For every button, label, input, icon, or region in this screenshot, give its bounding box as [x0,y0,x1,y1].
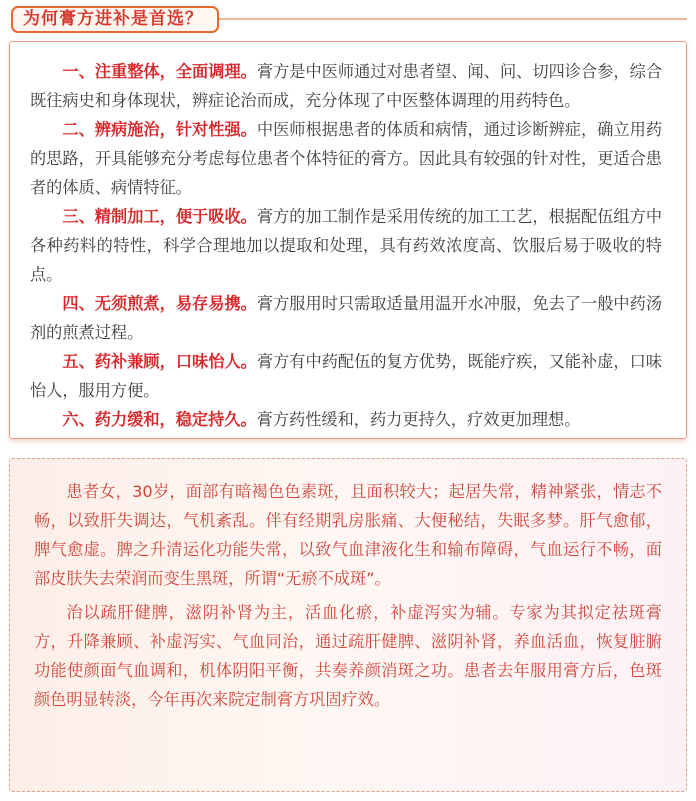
case-paragraph: 治以疏肝健脾，滋阴补肾为主，活血化瘀，补虚泻实为辅。专家为其拟定祛斑膏方，升降兼顾、补虚泻实、气血同治，通过疏肝健脾、滋阴补肾，养血活血，恢复脏腑功能使颜面气血调和，机体阴阳平衡，共奏养颜消斑之功。患者去年服用膏方后，色斑颜色明显转淡，今年再次来院定制膏方巩固疗效。 [34,603,662,709]
reason-heading: 五、药补兼顾，口味怡人。 [62,352,257,371]
reason-body: 中医师根据患者的体质和病情，通过诊断辨症，确立用药的思路，开具能够充分考虑每位患者个体特征的膏方。因此具有较强的针对性，更适合患者的体质、病情特征。 [30,120,663,197]
reason-body: 膏方有中药配伍的复方优势，既能疗疾，又能补虚，口味怡人，服用方便。 [30,352,663,400]
case-study-card [9,458,687,792]
reason-heading: 三、精制加工，便于吸收。 [62,207,257,226]
reason-heading: 四、无须煎煮，易存易携。 [62,294,257,313]
reason-heading: 二、辨病施治，针对性强。 [62,120,257,139]
reason-body: 膏方药性缓和，药力更持久，疗效更加理想。 [256,410,581,429]
reason-paragraph [30,289,662,347]
section-title: 为何膏方进补是首选？ [11,6,219,33]
reason-heading: 六、药力缓和，稳定持久。 [62,410,257,429]
reason-paragraph [30,202,662,289]
reason-paragraph [30,405,662,434]
reason-paragraph [30,57,662,115]
title-divider [219,18,687,20]
reason-body: 膏方的加工制作是采用传统的加工工艺，根据配伍组方中各种药料的特性，科学合理地加以提取和处理，具有药效浓度高、饮服后易于吸收的特点。 [30,207,663,284]
reason-body: 膏方服用时只需取适量用温开水冲服，免去了一般中药汤剂的煎煮过程。 [30,294,663,342]
case-paragraph: 患者女，30岁，面部有暗褐色色素斑，且面积较大；起居失常，精神紧张，情志不畅，以致肝失调达，气机紊乱。伴有经期乳房胀痛、大便秘结，失眠多梦。肝气愈郁，脾气愈虚。脾之升清运化功能失常，以致气血津液化生和输布障碍，气血运行不畅，面部皮肤失去荣润而变生黑斑，所谓“无瘀不成斑”。 [34,482,662,588]
reason-paragraph [30,347,662,405]
reason-heading: 一、注重整体，全面调理。 [62,62,257,81]
reason-body: 膏方是中医师通过对患者望、闻、问、切四诊合参，综合既往病史和身体现状，辨症论治而成，充分体现了中医整体调理的用药特色。 [30,62,663,110]
reasons-card [9,41,687,439]
reason-paragraph [30,115,662,202]
